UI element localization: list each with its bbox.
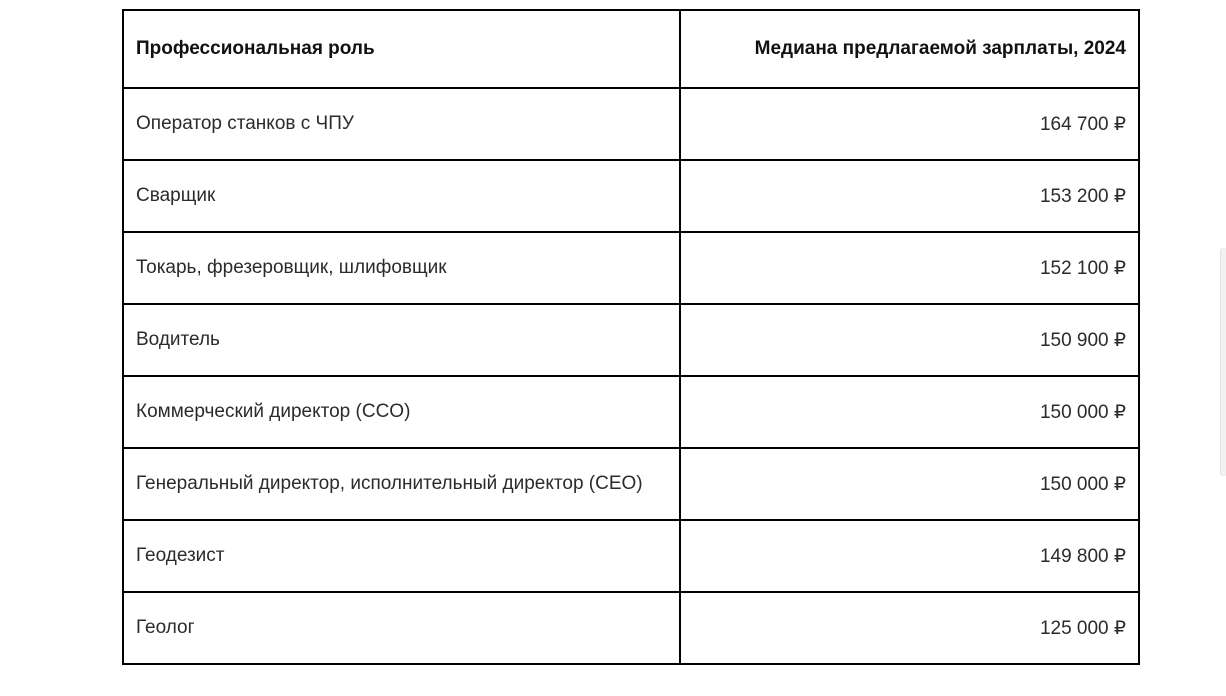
salary-cell: 150 000 ₽ xyxy=(680,376,1139,448)
table-row xyxy=(123,376,1139,448)
table-row xyxy=(123,592,1139,664)
salary-cell: 152 100 ₽ xyxy=(680,232,1139,304)
role-cell: Оператор станков с ЧПУ xyxy=(123,88,680,160)
scrollbar-handle[interactable] xyxy=(1220,248,1226,476)
role-cell: Коммерческий директор (CCO) xyxy=(123,376,680,448)
role-cell: Геодезист xyxy=(123,520,680,592)
salary-cell: 149 800 ₽ xyxy=(680,520,1139,592)
column-header-role: Профессиональная роль xyxy=(123,10,680,88)
table-row xyxy=(123,88,1139,160)
column-header-salary: Медиана предлагаемой зарплаты, 2024 xyxy=(680,10,1139,88)
table-row xyxy=(123,448,1139,520)
table-header-row xyxy=(123,10,1139,88)
table-row xyxy=(123,304,1139,376)
salary-cell: 125 000 ₽ xyxy=(680,592,1139,664)
table-row xyxy=(123,160,1139,232)
role-cell: Сварщик xyxy=(123,160,680,232)
role-cell: Водитель xyxy=(123,304,680,376)
salary-cell: 164 700 ₽ xyxy=(680,88,1139,160)
salary-table xyxy=(122,9,1140,665)
salary-cell: 150 000 ₽ xyxy=(680,448,1139,520)
role-cell: Генеральный директор, исполнительный директор (CEO) xyxy=(123,448,680,520)
table-row xyxy=(123,520,1139,592)
salary-cell: 153 200 ₽ xyxy=(680,160,1139,232)
table-row xyxy=(123,232,1139,304)
role-cell: Токарь, фрезеровщик, шлифовщик xyxy=(123,232,680,304)
salary-cell: 150 900 ₽ xyxy=(680,304,1139,376)
role-cell: Геолог xyxy=(123,592,680,664)
